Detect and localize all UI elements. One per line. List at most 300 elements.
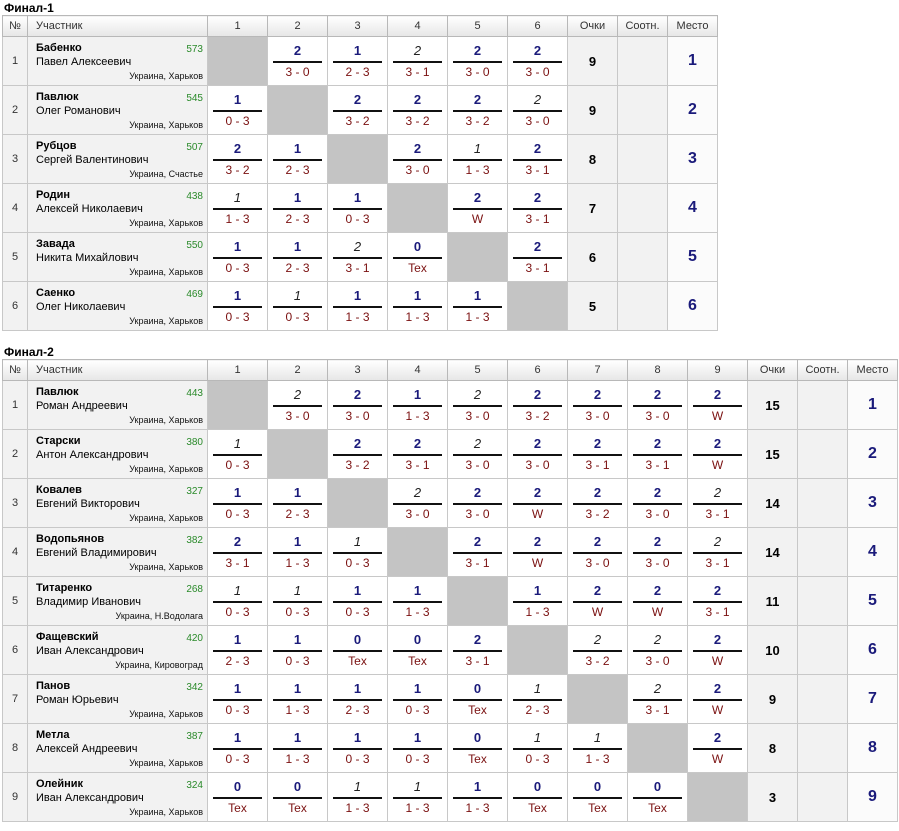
match-points: 1 bbox=[473, 288, 482, 303]
match-score: 3 - 1 bbox=[525, 261, 550, 275]
result-cell[interactable] bbox=[628, 577, 688, 626]
diagonal-cell bbox=[208, 37, 268, 86]
result-cell[interactable] bbox=[688, 675, 748, 724]
result-divider bbox=[573, 748, 622, 750]
result-cell[interactable] bbox=[448, 282, 508, 331]
result-divider bbox=[573, 552, 622, 554]
result-cell[interactable] bbox=[628, 773, 688, 822]
table-row bbox=[3, 86, 718, 135]
result-cell[interactable] bbox=[268, 282, 328, 331]
result-cell[interactable] bbox=[328, 381, 388, 430]
header-col-1: 1 bbox=[208, 360, 268, 381]
player-surname-link[interactable]: Ковалев bbox=[36, 484, 82, 496]
match-points: 2 bbox=[473, 92, 482, 107]
match-score: W bbox=[651, 605, 664, 619]
result-divider bbox=[393, 699, 442, 701]
match-score: 2 - 3 bbox=[345, 65, 370, 79]
match-points: 2 bbox=[473, 632, 482, 647]
match-score: 0 - 3 bbox=[225, 703, 250, 717]
player-location: Украина, Харьков bbox=[129, 218, 203, 228]
player-rating: 324 bbox=[186, 780, 203, 791]
player-cell[interactable] bbox=[28, 479, 208, 528]
result-cell[interactable] bbox=[328, 626, 388, 675]
result-cell[interactable] bbox=[388, 773, 448, 822]
player-location: Украина, Харьков bbox=[129, 267, 203, 277]
result-cell[interactable] bbox=[688, 381, 748, 430]
result-cell[interactable] bbox=[268, 773, 328, 822]
result-divider bbox=[393, 797, 442, 799]
result-cell[interactable] bbox=[328, 86, 388, 135]
player-location: Украина, Харьков bbox=[129, 71, 203, 81]
player-location: Украина, Харьков bbox=[129, 415, 203, 425]
result-divider bbox=[273, 208, 322, 210]
result-cell[interactable] bbox=[388, 724, 448, 773]
result-cell[interactable] bbox=[388, 135, 448, 184]
header-points: Очки bbox=[568, 16, 618, 37]
player-cell[interactable] bbox=[28, 528, 208, 577]
result-divider bbox=[273, 797, 322, 799]
result-cell[interactable] bbox=[268, 184, 328, 233]
result-divider bbox=[273, 257, 322, 259]
player-surname-link[interactable]: Рубцов bbox=[36, 140, 77, 152]
match-score: Tex bbox=[648, 801, 667, 815]
header-col-8: 8 bbox=[628, 360, 688, 381]
result-cell[interactable] bbox=[208, 577, 268, 626]
result-divider bbox=[513, 405, 562, 407]
diagonal-cell bbox=[568, 675, 628, 724]
match-points: 2 bbox=[593, 534, 602, 549]
player-surname-link[interactable]: Олейник bbox=[36, 778, 84, 790]
ratio-cell bbox=[618, 233, 668, 282]
result-cell[interactable] bbox=[508, 724, 568, 773]
match-score: 3 - 0 bbox=[585, 409, 610, 423]
result-cell[interactable] bbox=[508, 773, 568, 822]
header-ratio: Соотн. bbox=[618, 16, 668, 37]
player-surname-link[interactable]: Метла bbox=[36, 729, 70, 741]
diagonal-cell bbox=[508, 626, 568, 675]
diagonal-cell bbox=[388, 184, 448, 233]
match-points: 0 bbox=[413, 632, 422, 647]
match-points: 2 bbox=[653, 681, 662, 696]
header-points: Очки bbox=[748, 360, 798, 381]
total-points: 15 bbox=[748, 381, 798, 430]
table-row bbox=[3, 37, 718, 86]
result-cell[interactable] bbox=[208, 626, 268, 675]
result-cell[interactable] bbox=[628, 626, 688, 675]
result-divider bbox=[333, 650, 382, 652]
result-cell[interactable] bbox=[388, 577, 448, 626]
result-cell[interactable] bbox=[448, 528, 508, 577]
result-cell[interactable] bbox=[448, 381, 508, 430]
result-cell[interactable] bbox=[268, 724, 328, 773]
match-score: 3 - 0 bbox=[525, 65, 550, 79]
result-cell[interactable] bbox=[268, 479, 328, 528]
result-cell[interactable] bbox=[268, 135, 328, 184]
total-points: 14 bbox=[748, 528, 798, 577]
result-cell[interactable] bbox=[208, 282, 268, 331]
match-score: 0 - 3 bbox=[405, 703, 430, 717]
match-score: 3 - 0 bbox=[285, 409, 310, 423]
result-cell[interactable] bbox=[328, 773, 388, 822]
result-cell[interactable] bbox=[688, 724, 748, 773]
match-points: 2 bbox=[353, 239, 362, 254]
result-cell[interactable] bbox=[508, 381, 568, 430]
player-cell[interactable] bbox=[28, 37, 208, 86]
ratio-cell bbox=[798, 479, 848, 528]
player-cell[interactable] bbox=[28, 773, 208, 822]
match-score: 0 - 3 bbox=[345, 556, 370, 570]
match-points: 2 bbox=[533, 141, 542, 156]
result-divider bbox=[453, 208, 502, 210]
diagonal-cell bbox=[508, 282, 568, 331]
result-cell[interactable] bbox=[388, 430, 448, 479]
player-location: Украина, Харьков bbox=[129, 562, 203, 572]
result-cell[interactable] bbox=[388, 675, 448, 724]
result-cell[interactable] bbox=[688, 430, 748, 479]
row-number: 2 bbox=[3, 86, 28, 135]
result-cell[interactable] bbox=[628, 430, 688, 479]
result-divider bbox=[393, 110, 442, 112]
result-divider bbox=[453, 306, 502, 308]
result-cell[interactable] bbox=[268, 528, 328, 577]
result-cell[interactable] bbox=[328, 528, 388, 577]
match-score: 1 - 3 bbox=[465, 310, 490, 324]
table-row bbox=[3, 479, 898, 528]
match-points: 1 bbox=[233, 583, 242, 598]
result-divider bbox=[453, 552, 502, 554]
header-ratio: Соотн. bbox=[798, 360, 848, 381]
player-surname-link[interactable]: Саенко bbox=[36, 287, 76, 299]
player-rating: 550 bbox=[186, 240, 203, 251]
result-cell[interactable] bbox=[448, 773, 508, 822]
match-score: 1 - 3 bbox=[285, 703, 310, 717]
result-cell[interactable] bbox=[328, 577, 388, 626]
result-cell[interactable] bbox=[508, 577, 568, 626]
total-points: 8 bbox=[568, 135, 618, 184]
match-score: 0 - 3 bbox=[285, 605, 310, 619]
player-surname-link[interactable]: Титаренко bbox=[36, 582, 93, 594]
player-location: Украина, Харьков bbox=[129, 709, 203, 719]
match-points: 1 bbox=[233, 485, 242, 500]
result-divider bbox=[633, 797, 682, 799]
result-cell[interactable] bbox=[568, 479, 628, 528]
result-cell[interactable] bbox=[268, 626, 328, 675]
result-cell[interactable] bbox=[208, 724, 268, 773]
player-surname-link[interactable]: Водопьянов bbox=[36, 533, 105, 545]
result-cell[interactable] bbox=[328, 430, 388, 479]
match-score: Tex bbox=[228, 801, 247, 815]
result-cell[interactable] bbox=[688, 479, 748, 528]
table-row bbox=[3, 381, 898, 430]
result-cell[interactable] bbox=[448, 37, 508, 86]
result-cell[interactable] bbox=[328, 282, 388, 331]
player-location: Украина, Харьков bbox=[129, 758, 203, 768]
player-cell[interactable] bbox=[28, 135, 208, 184]
result-cell[interactable] bbox=[268, 577, 328, 626]
match-score: 3 - 0 bbox=[465, 507, 490, 521]
result-cell[interactable] bbox=[688, 577, 748, 626]
result-cell[interactable] bbox=[508, 233, 568, 282]
match-points: 0 bbox=[413, 239, 422, 254]
result-cell[interactable] bbox=[328, 675, 388, 724]
player-surname-link[interactable]: Павлюк bbox=[36, 91, 79, 103]
result-divider bbox=[333, 61, 382, 63]
result-cell[interactable] bbox=[208, 479, 268, 528]
player-location: Украина, Харьков bbox=[129, 513, 203, 523]
player-rating: 382 bbox=[186, 535, 203, 546]
player-name: Павел Алексеевич bbox=[36, 56, 132, 68]
result-cell[interactable] bbox=[628, 528, 688, 577]
result-cell[interactable] bbox=[448, 135, 508, 184]
result-cell[interactable] bbox=[268, 381, 328, 430]
result-cell[interactable] bbox=[688, 528, 748, 577]
match-score: 2 - 3 bbox=[285, 212, 310, 226]
header-col-3: 3 bbox=[328, 360, 388, 381]
player-surname-link[interactable]: Старски bbox=[36, 435, 81, 447]
result-cell[interactable] bbox=[448, 479, 508, 528]
match-score: 0 - 3 bbox=[285, 310, 310, 324]
result-cell[interactable] bbox=[268, 37, 328, 86]
place-cell: 7 bbox=[848, 675, 898, 724]
match-score: 3 - 2 bbox=[465, 114, 490, 128]
result-divider bbox=[333, 748, 382, 750]
player-surname-link[interactable]: Фащевский bbox=[36, 631, 99, 643]
result-cell[interactable] bbox=[388, 86, 448, 135]
result-cell[interactable] bbox=[508, 37, 568, 86]
match-score: 1 - 3 bbox=[405, 605, 430, 619]
match-points: 0 bbox=[293, 779, 302, 794]
row-number: 3 bbox=[3, 135, 28, 184]
result-divider bbox=[333, 454, 382, 456]
player-cell[interactable] bbox=[28, 626, 208, 675]
result-cell[interactable] bbox=[388, 479, 448, 528]
result-cell[interactable] bbox=[448, 184, 508, 233]
result-cell[interactable] bbox=[208, 86, 268, 135]
match-points: 1 bbox=[353, 583, 362, 598]
result-cell[interactable] bbox=[628, 381, 688, 430]
player-surname-link[interactable]: Панов bbox=[36, 680, 71, 692]
result-divider bbox=[273, 503, 322, 505]
result-cell[interactable] bbox=[568, 626, 628, 675]
result-cell[interactable] bbox=[208, 528, 268, 577]
player-cell[interactable] bbox=[28, 282, 208, 331]
player-name: Евгений Викторович bbox=[36, 498, 140, 510]
diagonal-cell bbox=[268, 86, 328, 135]
result-divider bbox=[633, 650, 682, 652]
result-cell[interactable] bbox=[508, 86, 568, 135]
match-score: 0 - 3 bbox=[225, 114, 250, 128]
result-cell[interactable] bbox=[508, 184, 568, 233]
table-row bbox=[3, 724, 898, 773]
result-cell[interactable] bbox=[208, 233, 268, 282]
result-cell[interactable] bbox=[448, 430, 508, 479]
match-points: 2 bbox=[413, 141, 422, 156]
player-surname-link[interactable]: Павлюк bbox=[36, 386, 79, 398]
result-cell[interactable] bbox=[628, 675, 688, 724]
match-score: 0 - 3 bbox=[345, 212, 370, 226]
result-cell[interactable] bbox=[688, 626, 748, 675]
header-col-3: 3 bbox=[328, 16, 388, 37]
result-divider bbox=[213, 797, 262, 799]
result-cell[interactable] bbox=[208, 430, 268, 479]
diagonal-cell bbox=[448, 577, 508, 626]
player-name: Иван Александрович bbox=[36, 645, 144, 657]
header-col-2: 2 bbox=[268, 360, 328, 381]
result-divider bbox=[453, 405, 502, 407]
player-cell[interactable] bbox=[28, 675, 208, 724]
match-score: 0 - 3 bbox=[225, 507, 250, 521]
player-cell[interactable] bbox=[28, 86, 208, 135]
match-score: 3 - 0 bbox=[465, 458, 490, 472]
player-cell[interactable] bbox=[28, 184, 208, 233]
match-points: 1 bbox=[293, 583, 302, 598]
match-score: W bbox=[711, 458, 724, 472]
match-points: 1 bbox=[413, 583, 422, 598]
match-points: 1 bbox=[593, 730, 602, 745]
result-cell[interactable] bbox=[508, 430, 568, 479]
result-divider bbox=[513, 748, 562, 750]
match-score: Tex bbox=[348, 654, 367, 668]
result-divider bbox=[393, 454, 442, 456]
player-name: Алексей Николаевич bbox=[36, 203, 143, 215]
result-cell[interactable] bbox=[388, 381, 448, 430]
place-cell: 3 bbox=[668, 135, 718, 184]
result-divider bbox=[393, 306, 442, 308]
result-cell[interactable] bbox=[568, 528, 628, 577]
result-cell[interactable] bbox=[508, 135, 568, 184]
total-points: 6 bbox=[568, 233, 618, 282]
result-cell[interactable] bbox=[448, 86, 508, 135]
result-divider bbox=[453, 454, 502, 456]
place-cell: 3 bbox=[848, 479, 898, 528]
player-surname-link[interactable]: Родин bbox=[36, 189, 71, 201]
result-divider bbox=[333, 601, 382, 603]
result-cell[interactable] bbox=[508, 528, 568, 577]
result-cell[interactable] bbox=[568, 430, 628, 479]
result-cell[interactable] bbox=[208, 773, 268, 822]
match-points: 1 bbox=[293, 534, 302, 549]
result-divider bbox=[333, 208, 382, 210]
match-points: 1 bbox=[233, 239, 242, 254]
player-cell[interactable] bbox=[28, 724, 208, 773]
match-score: Tex bbox=[588, 801, 607, 815]
result-cell[interactable] bbox=[448, 675, 508, 724]
result-cell[interactable] bbox=[568, 381, 628, 430]
player-location: Украина, Харьков bbox=[129, 807, 203, 817]
result-cell[interactable] bbox=[208, 135, 268, 184]
result-cell[interactable] bbox=[328, 184, 388, 233]
match-score: 3 - 0 bbox=[585, 556, 610, 570]
row-number: 4 bbox=[3, 184, 28, 233]
match-points: 0 bbox=[353, 632, 362, 647]
result-cell[interactable] bbox=[208, 675, 268, 724]
match-score: 3 - 0 bbox=[345, 409, 370, 423]
match-score: 0 - 3 bbox=[405, 752, 430, 766]
player-rating: 507 bbox=[186, 142, 203, 153]
header-place: Место bbox=[848, 360, 898, 381]
result-cell[interactable] bbox=[388, 233, 448, 282]
place-cell: 5 bbox=[848, 577, 898, 626]
match-points: 1 bbox=[233, 92, 242, 107]
row-number: 5 bbox=[3, 233, 28, 282]
result-cell[interactable] bbox=[388, 37, 448, 86]
result-divider bbox=[513, 159, 562, 161]
player-rating: 438 bbox=[186, 191, 203, 202]
match-points: 2 bbox=[653, 583, 662, 598]
result-divider bbox=[453, 699, 502, 701]
result-divider bbox=[273, 61, 322, 63]
player-cell[interactable] bbox=[28, 233, 208, 282]
player-surname-link[interactable]: Бабенко bbox=[36, 42, 82, 54]
ratio-cell bbox=[798, 773, 848, 822]
header-col-4: 4 bbox=[388, 16, 448, 37]
match-points: 2 bbox=[533, 436, 542, 451]
total-points: 7 bbox=[568, 184, 618, 233]
result-cell[interactable] bbox=[508, 479, 568, 528]
match-points: 2 bbox=[653, 632, 662, 647]
result-cell[interactable] bbox=[388, 282, 448, 331]
row-number: 4 bbox=[3, 528, 28, 577]
result-divider bbox=[693, 748, 742, 750]
result-divider bbox=[453, 797, 502, 799]
result-cell[interactable] bbox=[208, 184, 268, 233]
match-points: 1 bbox=[473, 141, 482, 156]
result-cell[interactable] bbox=[388, 626, 448, 675]
total-points: 10 bbox=[748, 626, 798, 675]
result-divider bbox=[513, 208, 562, 210]
match-points: 2 bbox=[293, 387, 302, 402]
player-surname-link[interactable]: Завада bbox=[36, 238, 75, 250]
player-rating: 387 bbox=[186, 731, 203, 742]
match-points: 1 bbox=[413, 779, 422, 794]
diagonal-cell bbox=[448, 233, 508, 282]
row-number: 6 bbox=[3, 626, 28, 675]
player-cell[interactable] bbox=[28, 381, 208, 430]
player-cell[interactable] bbox=[28, 430, 208, 479]
result-cell[interactable] bbox=[448, 626, 508, 675]
match-points: 2 bbox=[353, 387, 362, 402]
result-cell[interactable] bbox=[568, 577, 628, 626]
match-score: 3 - 1 bbox=[465, 654, 490, 668]
result-cell[interactable] bbox=[328, 724, 388, 773]
header-participant: Участник bbox=[28, 360, 208, 381]
final-1-title: Финал-1 bbox=[4, 1, 54, 15]
player-location: Украина, Н.Водолага bbox=[115, 611, 203, 621]
result-cell[interactable] bbox=[268, 675, 328, 724]
match-points: 1 bbox=[353, 779, 362, 794]
player-rating: 545 bbox=[186, 93, 203, 104]
place-cell: 4 bbox=[848, 528, 898, 577]
ratio-cell bbox=[618, 86, 668, 135]
match-score: 1 - 3 bbox=[225, 212, 250, 226]
result-cell[interactable] bbox=[508, 675, 568, 724]
result-cell[interactable] bbox=[268, 233, 328, 282]
result-cell[interactable] bbox=[568, 724, 628, 773]
result-cell[interactable] bbox=[448, 724, 508, 773]
diagonal-cell bbox=[388, 528, 448, 577]
result-cell[interactable] bbox=[328, 233, 388, 282]
match-score: Tex bbox=[468, 703, 487, 717]
result-cell[interactable] bbox=[628, 479, 688, 528]
player-rating: 327 bbox=[186, 486, 203, 497]
diagonal-cell bbox=[628, 724, 688, 773]
result-divider bbox=[393, 405, 442, 407]
result-cell[interactable] bbox=[568, 773, 628, 822]
result-cell[interactable] bbox=[328, 37, 388, 86]
match-score: 1 - 3 bbox=[465, 163, 490, 177]
match-score: 3 - 2 bbox=[345, 458, 370, 472]
player-cell[interactable] bbox=[28, 577, 208, 626]
